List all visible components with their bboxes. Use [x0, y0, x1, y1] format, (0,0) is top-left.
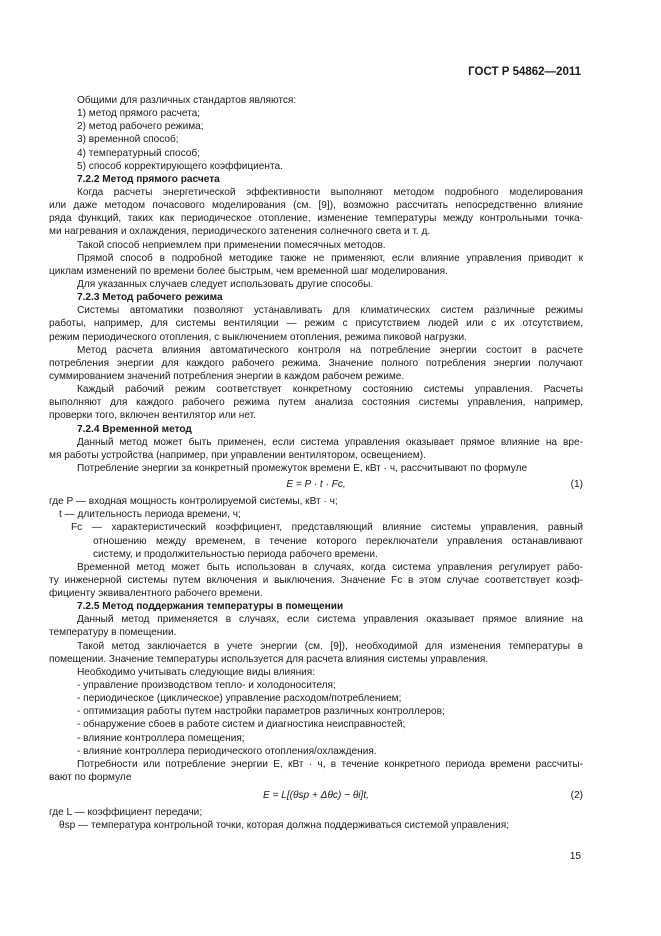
definition-line: t — длительность периода времени, ч;: [59, 509, 241, 521]
paragraph-line: - влияние контроллера помещения;: [77, 732, 245, 744]
paragraph-line: помещении. Значение температуры используется для расчета влияния системы управления.: [49, 653, 489, 665]
paragraph-line: 7.2.3 Метод рабочего режима: [77, 292, 223, 304]
paragraph-line: - периодическое (циклическое) управление расходом/потреблением;: [77, 693, 402, 705]
equation-2-number: (2): [570, 790, 583, 802]
paragraph-line: суммированием значений потребления энергии в каждом рабочем режиме.: [49, 370, 405, 382]
equation-2: [49, 788, 583, 804]
paragraph-line: или даже методом почасового моделирования (см. [9]), возможно рассчитать непосредственно влияние: [49, 200, 583, 212]
paragraph-line: Каждый рабочий режим соответствует конкретному состоянию системы управления. Расчеты: [77, 384, 583, 396]
page-number: 15: [569, 851, 581, 862]
paragraph-line: Такой способ неприемлем при применении помесячных методов.: [77, 239, 386, 251]
definition-line: где L — коэффициент передачи;: [49, 807, 203, 819]
definition-line: θsp — температура контрольной точки, которая должна поддерживаться системой управления;: [59, 820, 510, 832]
paragraph-line: Прямой способ в подробной методике также не применяют, если влияние управления приводит к: [77, 252, 583, 264]
paragraph-line: Метод расчета влияния автоматического контроля на потребление энергии состоит в расчете: [77, 344, 583, 356]
page-content: [49, 94, 583, 832]
equation-1-number: (1): [570, 479, 583, 491]
paragraph-line: циклам изменений по времени более быстрым, чем временной шаг моделирования.: [49, 265, 448, 277]
paragraph-line: ми нагревания и охлаждения, периодического затенения солнечного света и т. д.: [49, 226, 431, 238]
paragraph-line: вают по формуле: [49, 772, 132, 784]
paragraph-line: 7.2.4 Временной метод: [77, 423, 192, 435]
definition-line: где P — входная мощность контролируемой системы, кВт · ч;: [49, 496, 338, 508]
paragraph-line: проверки того, включен вентилятор или нет.: [49, 410, 256, 422]
paragraph-line: Для указанных случаев следует использовать другие способы.: [77, 278, 374, 290]
text-block-2: [49, 561, 583, 784]
paragraph-line: 1) метод прямого расчета;: [77, 108, 201, 120]
equation-2-formula: E = L[(θsp + Δθc) − θi]t,: [263, 790, 369, 802]
paragraph-line: ряда функций, таких как периодическое отопление, изменение температуры между контрольными точка-: [49, 213, 583, 225]
paragraph-line: - влияние контроллера периодического отопления/охлаждения.: [77, 745, 377, 757]
paragraph-line: Потребление энергии за конкретный промежуток времени E, кВт · ч, рассчитывают по формуле: [77, 462, 528, 474]
paragraph-line: - обнаружение сбоев в работе систем и диагностика неисправностей;: [77, 719, 406, 731]
paragraph-line: работы, например, для системы вентиляции — режим с присутствием людей или с их отсутствием,: [49, 318, 583, 330]
paragraph-line: потребления энергии для каждого рабочего режима. Значение полного потребления энергии получают: [49, 357, 583, 369]
paragraph-line: Необходимо учитывать следующие виды влияния:: [77, 666, 316, 678]
definition-line: систему, и продолжительностью периода рабочего времени.: [93, 548, 378, 560]
paragraph-line: Временной метод может быть использован в случаях, когда система управления регулирует рабо-: [77, 561, 583, 573]
paragraph-line: Данный метод может быть применен, если система управления оказывает прямое влияние на вре-: [77, 436, 583, 448]
paragraph-line: ту инженерной системы путем включения и выключения. Значение Fc в этом случае соответствует коэф-: [49, 574, 583, 586]
paragraph-line: 2) метод рабочего режима;: [77, 121, 204, 133]
definition-line: Fc — характеристический коэффициент, представляющий влияние системы управления, равный: [71, 522, 583, 534]
paragraph-line: Данный метод применяется в случаях, если система управления оказывает прямое влияние на: [77, 614, 583, 626]
equation-1: [49, 477, 583, 493]
definitions-2: [49, 806, 583, 832]
paragraph-line: 7.2.2 Метод прямого расчета: [77, 173, 220, 185]
paragraph-line: 7.2.5 Метод поддержания температуры в помещении: [77, 601, 344, 613]
standard-header: ГОСТ Р 54862—2011: [468, 66, 581, 78]
paragraph-line: Общими для различных стандартов являются:: [77, 95, 297, 106]
paragraph-line: мя работы устройства (например, при управлении вентилятором, освещением).: [49, 449, 426, 461]
text-block-1: [49, 94, 583, 475]
paragraph-line: Системы автоматики позволяют устанавливать для климатических систем различные режимы: [77, 305, 583, 317]
definition-line: отношению между временем, в течение которого переключатели управления останавливают: [93, 535, 583, 547]
paragraph-line: 5) способ корректирующего коэффициента.: [77, 160, 283, 172]
paragraph-line: Потребности или потребление энергии E, кВт · ч, в течение конкретного периода времени рассчиты-: [77, 758, 583, 770]
paragraph-line: выполняют для каждого рабочего режима путем анализа состояния системы управления, например,: [49, 397, 583, 409]
paragraph-line: 3) временной способ;: [77, 134, 179, 146]
paragraph-line: режим периодического отопления, с выключением отопления, режима пиковой нагрузки.: [49, 331, 467, 343]
paragraph-line: 4) температурный способ;: [77, 147, 200, 159]
definitions-1: [49, 495, 583, 561]
paragraph-line: температуру в помещении.: [49, 627, 177, 639]
paragraph-line: Такой метод заключается в учете энергии (см. [9]), необходимой для изменения температуры в: [77, 640, 583, 652]
paragraph-line: Когда расчеты энергетической эффективности выполняют методом подробного моделирования: [77, 186, 583, 198]
equation-1-formula: E = P · t · Fc,: [286, 479, 346, 491]
paragraph-line: фициенту эквивалентного рабочего времени.: [49, 588, 263, 600]
paragraph-line: - оптимизация работы путем настройки параметров различных контроллеров;: [77, 706, 445, 718]
paragraph-line: - управление производством тепло- и холодоносителя;: [77, 680, 336, 692]
